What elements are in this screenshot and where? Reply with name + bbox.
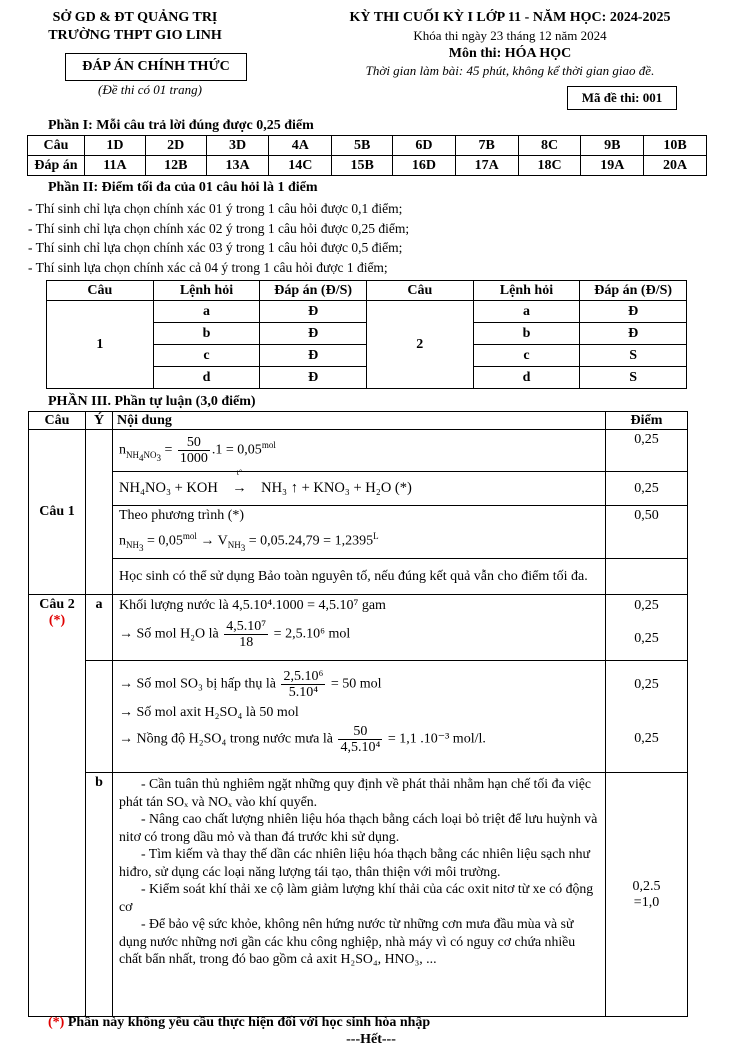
part2-rules bbox=[28, 199, 409, 277]
cau1-note-score-empty bbox=[606, 559, 688, 595]
step3-line2: $n_{NH_3} = 0,05^{mol} \to V_{NH_3} = 0,05.24,79 = 1,2395^L$ bbox=[119, 531, 379, 554]
part2-q2-answer: S bbox=[580, 345, 687, 367]
part2-q2-item: b bbox=[473, 323, 580, 345]
part2-q2-answer: Đ bbox=[580, 323, 687, 345]
equation-products: NH₃ ↑ + KNO₃ + H₂O (*) bbox=[261, 479, 412, 496]
cau2-a3-score: 0,25 bbox=[634, 677, 659, 693]
frac-numerator: 4,5.10⁷ bbox=[226, 619, 267, 635]
part2-answer-table bbox=[46, 280, 687, 389]
cau1-score2: 0,25 bbox=[606, 472, 688, 506]
a2-prefix: → Số mol H₂O là bbox=[119, 626, 219, 642]
equation-reactants: NH₄NO₃ + KOH bbox=[119, 479, 218, 496]
cau1-step3 bbox=[113, 506, 606, 559]
part2-q1-answer: Đ bbox=[260, 323, 367, 345]
part2-rule: - Thí sinh chỉ lựa chọn chính xác 03 ý trong 1 câu hỏi được 0,5 điểm; bbox=[28, 240, 403, 255]
part2-rule: - Thí sinh lựa chọn chính xác cả 04 ý trong 1 câu hỏi được 1 điểm; bbox=[28, 259, 388, 275]
part2-q1-answer: Đ bbox=[260, 301, 367, 323]
cau2-star: (*) bbox=[48, 613, 66, 629]
cau2-a5-score: 0,25 bbox=[634, 731, 659, 747]
part2-header: Lệnh hỏi bbox=[473, 281, 580, 301]
cau2-b-score-line1: 0,2.5 bbox=[632, 878, 661, 894]
official-answer-box: ĐÁP ÁN CHÍNH THỨC bbox=[65, 53, 247, 81]
cau2-b-label: b bbox=[86, 773, 113, 1017]
cau1-score1: 0,25 bbox=[606, 430, 688, 472]
exam-date: Khóa thi ngày 23 tháng 12 năm 2024 bbox=[413, 28, 607, 43]
a3-prefix: → Số mol SO₃ bị hấp thụ là bbox=[119, 676, 276, 692]
cau2-label: Câu 2 bbox=[39, 597, 75, 613]
cau2-a2-score: 0,25 bbox=[634, 631, 659, 647]
part2-header: Đáp án (Đ/S) bbox=[260, 281, 367, 301]
part2-q2-item: a bbox=[473, 301, 580, 323]
cau2-b-point: - Để bảo vệ sức khỏe, không nên hứng nước từ những cơn mưa đầu mùa và sử dụng nước những nơi gần các khu công nghiệp, nhà máy vì có nguy cơ chứa nhiều chất bẩn nhất, trong đó bao gồm cả axit H₂SO₄, HNO₃, ... bbox=[119, 916, 576, 967]
part2-q2-number: 2 bbox=[366, 301, 473, 389]
part2-rule: - Thí sinh chỉ lựa chọn chính xác 01 ý trong 1 câu hỏi được 0,1 điểm; bbox=[28, 201, 403, 216]
part2-q1-answer: Đ bbox=[260, 367, 367, 389]
part1-answer-table bbox=[27, 135, 707, 176]
cau2-a-part2 bbox=[113, 661, 606, 773]
cau2-a-part1 bbox=[113, 595, 606, 661]
cau1-step1: $n_{NH_4NO_3}$ = $\frac{50}{1000}$ $.1 = 0,05^{mol}$ bbox=[113, 430, 606, 472]
cau2-label-cell bbox=[29, 595, 86, 1017]
part1-answer-cell: 6D bbox=[393, 136, 456, 156]
exam-title: KỲ THI CUỐI KỲ I LỚP 11 - NĂM HỌC: 2024-2025 bbox=[349, 10, 671, 25]
part2-q2-answer: Đ bbox=[580, 301, 687, 323]
step3-volume: = 0,05.24,79 = 1,2395 bbox=[248, 533, 374, 549]
frac-denominator: 1000 bbox=[179, 451, 208, 466]
step1-rest: .1 = 0,05 bbox=[211, 442, 262, 458]
part1-answer-cell: 16D bbox=[393, 156, 456, 176]
cau2-a5 bbox=[119, 724, 605, 755]
part1-answer-cell: 10B bbox=[644, 136, 707, 156]
part2-header: Lệnh hỏi bbox=[153, 281, 260, 301]
cau2-b-point: - Tìm kiếm và thay thế dần các nhiên liệu hóa thạch bằng các nhiên liệu sạch như hiđro, sử dụng các loại năng lượng tái tạo, thân thiện với môi trường. bbox=[119, 846, 590, 879]
reaction-arrow: t° → bbox=[221, 480, 257, 497]
part3-header-y: Ý bbox=[86, 412, 113, 430]
frac-numerator: 2,5.10⁶ bbox=[283, 669, 324, 685]
step3-line1: Theo phương trình (*) bbox=[119, 508, 245, 523]
step3-nh3-value: = 0,05 bbox=[147, 533, 183, 549]
a2-result: = 2,5.10⁶ mol bbox=[273, 626, 351, 642]
a5-prefix: → Nồng độ H₂SO₄ trong nước mưa là bbox=[119, 731, 333, 747]
part1-answer-cell: 2D bbox=[145, 136, 206, 156]
part2-title: Phần II: Điểm tối đa của 01 câu hỏi là 1 điểm bbox=[48, 180, 318, 195]
cau2-a-label: a bbox=[86, 595, 113, 661]
mol-sup: mol bbox=[182, 531, 197, 541]
cau2-b-score-line2: =1,0 bbox=[633, 894, 660, 910]
part1-answer-cell: 3D bbox=[206, 136, 269, 156]
cau2-b-point: - Nâng cao chất lượng nhiên liệu hóa thạch bằng cách loại bỏ triệt để lưu huỳnh và nitơ có trong dầu mỏ và than đá trước khi sử dụng. bbox=[119, 811, 598, 844]
exam-time: Thời gian làm bài: 45 phút, không kể thời gian giao đề. bbox=[365, 63, 655, 78]
part2-q2-item: c bbox=[473, 345, 580, 367]
school-name: TRƯỜNG THPT GIO LINH bbox=[48, 28, 222, 43]
part2-q1-number: 1 bbox=[47, 301, 154, 389]
part2-q1-item: a bbox=[153, 301, 260, 323]
part2-q2-item: d bbox=[473, 367, 580, 389]
part3-header-cau: Câu bbox=[29, 412, 86, 430]
cau2-a3 bbox=[119, 669, 605, 700]
footer-note-text: Phần này không yêu cầu thực hiện đối với học sinh hòa nhập bbox=[64, 1015, 431, 1030]
reaction-condition: t° bbox=[236, 468, 243, 478]
part2-q1-item: c bbox=[153, 345, 260, 367]
part1-answer-cell: 11A bbox=[85, 156, 146, 176]
part1-answer-cell: 19A bbox=[581, 156, 644, 176]
part3-table bbox=[28, 411, 688, 1017]
cau2-a-scores2 bbox=[606, 661, 688, 773]
cau2-a-scores1 bbox=[606, 595, 688, 661]
part1-row1-label: Câu bbox=[28, 136, 85, 156]
part1-answer-cell: 13A bbox=[206, 156, 269, 176]
page-count-note: (Đề thi có 01 trang) bbox=[98, 82, 202, 97]
exam-code-box: Mã đề thi: 001 bbox=[567, 86, 677, 110]
step3-arrow-v: → V bbox=[200, 533, 228, 549]
cau2-a4: → Số mol axit H₂SO₄ là 50 mol bbox=[119, 705, 299, 721]
part1-answer-cell: 15B bbox=[332, 156, 393, 176]
part1-answer-cell: 20A bbox=[644, 156, 707, 176]
cau1-score3: 0,50 bbox=[606, 506, 688, 559]
a3-result: = 50 mol bbox=[330, 676, 382, 692]
part1-answer-cell: 1D bbox=[85, 136, 146, 156]
part2-header: Câu bbox=[366, 281, 473, 301]
part1-answer-cell: 5B bbox=[332, 136, 393, 156]
cau2-a2 bbox=[119, 619, 605, 650]
part2-header: Đáp án (Đ/S) bbox=[580, 281, 687, 301]
cau1-equation bbox=[113, 468, 606, 506]
footer-star: (*) bbox=[48, 1015, 65, 1030]
cau2-b-point: - Kiểm soát khí thải xe cộ làm giảm lượng khí thải của các oxit nitơ từ xe có động cơ bbox=[119, 881, 594, 914]
part3-header-score: Điểm bbox=[606, 412, 688, 430]
part1-answer-cell: 9B bbox=[581, 136, 644, 156]
part1-answer-cell: 4A bbox=[269, 136, 332, 156]
cau2-b-point: - Cần tuân thủ nghiêm ngặt những quy định về phát thải nhằm hạn chế tối đa việc phát tán SOₓ và NOₓ vào khí quyển. bbox=[119, 776, 592, 809]
frac-denominator: 18 bbox=[239, 635, 254, 651]
part1-answer-cell: 8C bbox=[518, 136, 581, 156]
frac-numerator: 50 bbox=[178, 435, 210, 451]
part1-answer-cell: 18C bbox=[518, 156, 581, 176]
cau1-note: Học sinh có thể sử dụng Bảo toàn nguyên tố, nếu đúng kết quả vẫn cho điểm tối đa. bbox=[113, 559, 606, 595]
cau2-a1-score: 0,25 bbox=[634, 598, 659, 614]
part3-title: PHẦN III. Phần tự luận (3,0 điểm) bbox=[48, 394, 256, 409]
part2-header: Câu bbox=[47, 281, 154, 301]
part1-answer-cell: 7B bbox=[455, 136, 518, 156]
end-marker: ---Hết--- bbox=[346, 1032, 396, 1047]
frac-numerator: 50 bbox=[338, 724, 382, 740]
cau2-b-content bbox=[113, 773, 606, 1017]
part1-answer-cell: 17A bbox=[455, 156, 518, 176]
part3-header-content: Nội dung bbox=[113, 412, 606, 430]
part1-row2-label: Đáp án bbox=[28, 156, 85, 176]
a5-result: = 1,1 .10⁻³ mol/l. bbox=[387, 731, 486, 747]
part2-q1-item: d bbox=[153, 367, 260, 389]
subject: Môn thi: HÓA HỌC bbox=[448, 46, 572, 61]
litre-sup: L bbox=[373, 531, 379, 541]
part2-q1-answer: Đ bbox=[260, 345, 367, 367]
part1-answer-cell: 12B bbox=[145, 156, 206, 176]
part2-rule: - Thí sinh chỉ lựa chọn chính xác 02 ý trong 1 câu hỏi được 0,25 điểm; bbox=[28, 220, 410, 236]
part2-q2-answer: S bbox=[580, 367, 687, 389]
department-name: SỞ GD & ĐT QUẢNG TRỊ bbox=[52, 10, 218, 25]
mol-sup: mol bbox=[261, 440, 276, 451]
cau1-y-empty bbox=[86, 430, 113, 595]
part1-title: Phần I: Mỗi câu trả lời đúng được 0,25 điểm bbox=[48, 118, 314, 133]
frac-denominator: 4,5.10⁴ bbox=[340, 740, 381, 756]
cau2-a-empty bbox=[86, 661, 113, 773]
frac-denominator: 5.10⁴ bbox=[288, 685, 319, 701]
footer-note bbox=[48, 1015, 430, 1031]
cau2-b-score bbox=[606, 773, 688, 1017]
part2-q1-item: b bbox=[153, 323, 260, 345]
cau2-a1: Khối lượng nước là 4,5.10⁴.1000 = 4,5.10⁷ gam bbox=[119, 598, 386, 614]
cau1-label: Câu 1 bbox=[29, 430, 86, 595]
part1-answer-cell: 14C bbox=[269, 156, 332, 176]
